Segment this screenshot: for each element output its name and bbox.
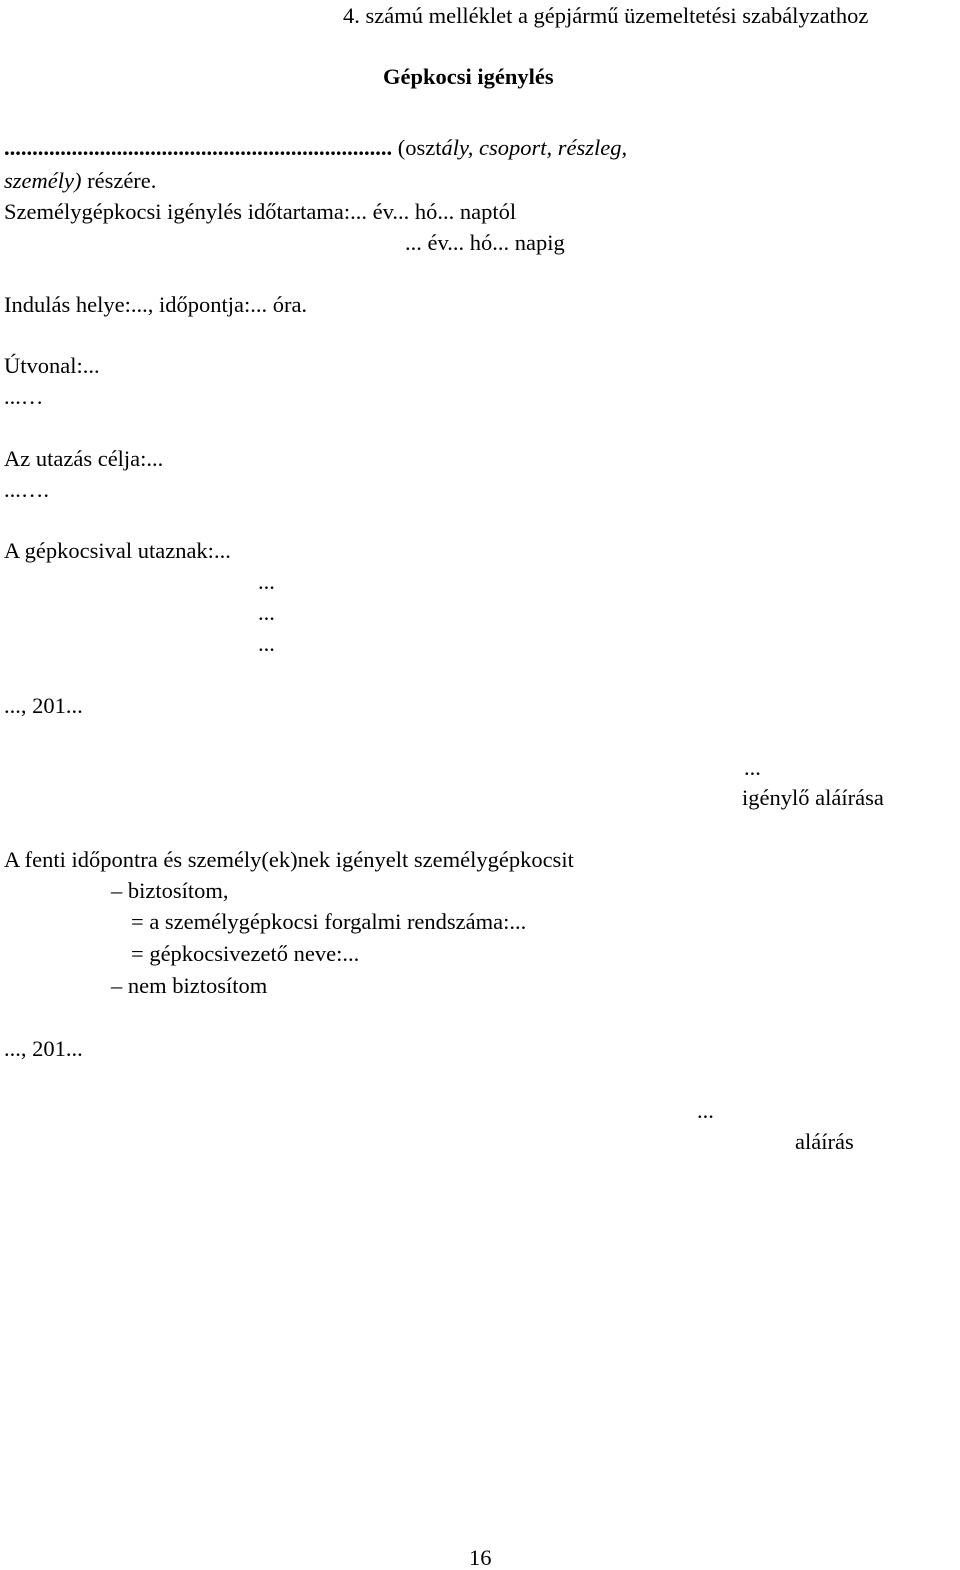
approver-signature-label: aláírás <box>795 1129 854 1154</box>
approval-plate[interactable]: = a személygépkocsi forgalmi rendszáma:... <box>131 909 527 934</box>
approval-option-no[interactable]: – nem biztosítom <box>111 973 268 998</box>
route-label[interactable]: Útvonal:... <box>4 353 100 378</box>
unit-suffix-italic: ály, csoport, részleg, <box>441 135 628 160</box>
approval-option-yes[interactable]: – biztosítom, <box>111 878 229 903</box>
requester-signature-label: igénylő aláírása <box>742 785 884 810</box>
date-line-1[interactable]: ..., 201... <box>4 693 83 718</box>
approver-signature-dots[interactable]: ... <box>697 1098 714 1123</box>
unit-line2-italic: személy) <box>4 168 82 193</box>
unit-suffix-plain: (oszt <box>392 135 442 160</box>
unit-dots[interactable]: ..................................................................... <box>4 135 393 160</box>
passengers-line-4[interactable]: ... <box>258 631 275 656</box>
approval-intro: A fenti időpontra és személy(ek)nek igényelt személygépkocsit <box>4 847 574 872</box>
unit-line-1 <box>4 137 627 160</box>
departure-line[interactable]: Indulás helye:..., időpontja:... óra. <box>4 292 308 317</box>
annex-note: 4. számú melléklet a gépjármű üzemeltetési szabályzathoz <box>343 3 869 28</box>
approval-driver[interactable]: = gépkocsivezető neve:... <box>131 941 360 966</box>
date-line-2[interactable]: ..., 201... <box>4 1036 83 1061</box>
period-line-1[interactable]: Személygépkocsi igénylés időtartama:... év... hó... naptól <box>4 199 517 224</box>
purpose-line-2[interactable]: ...…. <box>4 477 49 502</box>
period-line-2[interactable]: ... év... hó... napig <box>405 230 565 255</box>
route-line-2[interactable]: ...… <box>4 384 44 409</box>
requester-signature-dots[interactable]: ... <box>744 755 761 780</box>
passengers-line-3[interactable]: ... <box>258 600 275 625</box>
unit-line-2 <box>4 170 156 193</box>
purpose-label[interactable]: Az utazás célja:... <box>4 446 164 471</box>
form-title: Gépkocsi igénylés <box>383 64 554 89</box>
passengers-label[interactable]: A gépkocsival utaznak:... <box>4 538 231 563</box>
passengers-line-2[interactable]: ... <box>258 569 275 594</box>
unit-line2-plain: részére. <box>81 168 157 193</box>
page-number: 16 <box>469 1545 492 1570</box>
